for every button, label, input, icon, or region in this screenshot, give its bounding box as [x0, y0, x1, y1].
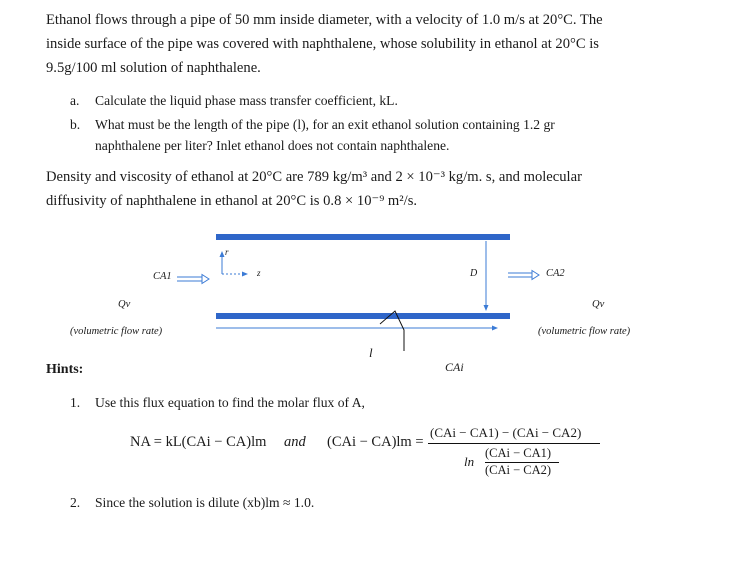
problem-line-1: Ethanol flows through a pipe of 50 mm inside diameter, with a velocity of 1.0 m/s at 20°C. The	[46, 12, 603, 28]
interface-concentration-label: CAi	[445, 360, 464, 374]
inlet-concentration-label: CA1	[153, 271, 172, 282]
question-b-marker: b.	[70, 117, 81, 132]
r-axis-label: r	[225, 247, 229, 257]
r-axis-arrowhead	[220, 251, 225, 257]
hint-2-text: Since the solution is dilute (xb)lm ≈ 1.0.	[95, 495, 315, 510]
diameter-label: D	[470, 268, 478, 279]
problem-line-3: 9.5g/100 ml solution of naphthalene.	[46, 60, 261, 76]
inlet-flow-symbol: Qv	[118, 299, 131, 310]
properties-line-1: Density and viscosity of ethanol at 20°C are 789 kg/m³ and 2 × 10⁻³ kg/m. s, and molecular	[46, 169, 582, 185]
hint-1-marker: 1.	[70, 395, 81, 410]
inlet-flow-caption: (volumetric flow rate)	[70, 326, 163, 337]
hints-heading: Hints:	[46, 362, 84, 377]
question-b-text-1: What must be the length of the pipe (l), for an exit ethanol solution containing 1.2 gr	[95, 117, 555, 132]
question-b-text-2: naphthalene per liter? Inlet ethanol does not contain naphthalene.	[95, 138, 450, 153]
pipe-top-wall	[216, 234, 510, 240]
outlet-flow-caption: (volumetric flow rate)	[538, 326, 631, 337]
pipe-bottom-wall	[216, 313, 510, 319]
ln-operator: ln	[464, 454, 475, 469]
problem-line-2: inside surface of the pipe was covered with naphthalene, whose solubility in ethanol at 20°C is	[46, 36, 599, 52]
hint-1-text: Use this flux equation to find the molar flux of A,	[95, 395, 365, 410]
inlet-arrow	[177, 275, 209, 284]
question-a-text: Calculate the liquid phase mass transfer coefficient, kL.	[95, 93, 398, 108]
z-axis-arrowhead	[242, 272, 248, 277]
outlet-arrow	[508, 271, 539, 280]
length-arrowhead	[492, 326, 498, 331]
hint-2-marker: 2.	[70, 495, 81, 510]
log-mean-lhs: (CAi − CA)lm =	[327, 434, 424, 450]
ln-fraction-top: (CAi − CA1)	[485, 446, 552, 460]
ln-fraction-bottom: (CAi − CA2)	[485, 463, 552, 477]
diameter-arrowhead	[484, 305, 489, 311]
outlet-concentration-label: CA2	[546, 268, 565, 279]
length-label: l	[369, 345, 373, 360]
fraction-bar	[428, 443, 600, 444]
z-axis-label: z	[257, 268, 261, 278]
flux-equation: NA = kL(CAi − CA)lm	[130, 434, 267, 450]
equation-and: and	[284, 434, 306, 450]
log-mean-numerator: (CAi − CA1) − (CAi − CA2)	[430, 425, 582, 440]
outlet-flow-symbol: Qv	[592, 299, 605, 310]
properties-line-2: diffusivity of naphthalene in ethanol at 20°C is 0.8 × 10⁻⁹ m²/s.	[46, 193, 418, 209]
question-a-marker: a.	[70, 93, 80, 108]
